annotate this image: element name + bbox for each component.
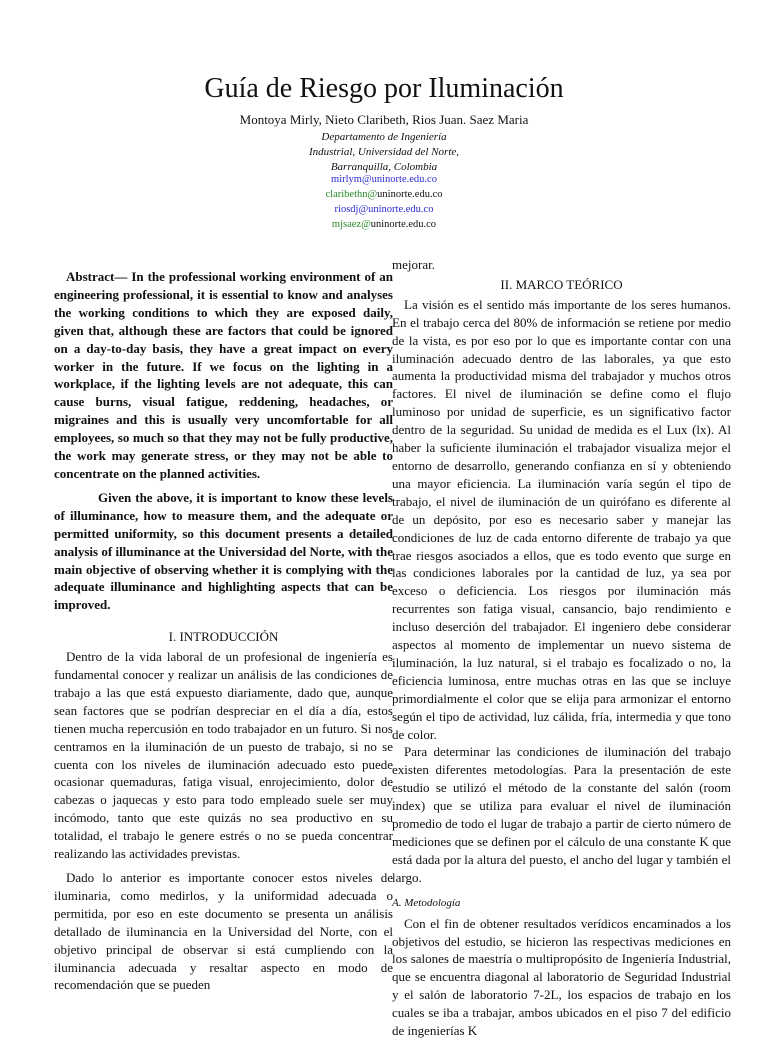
left-column	[54, 268, 393, 994]
email-line	[0, 217, 768, 232]
section-heading-marco-teorico: II. MARCO TEÓRICO	[500, 276, 623, 292]
email-line	[0, 187, 768, 202]
affiliation-line: Barranquilla, Colombia	[330, 161, 438, 173]
email-link[interactable]: mirlym@uninorte.edu.co	[331, 174, 437, 185]
paper-authors: Montoya Mirly, Nieto Claribeth, Rios Juan. Saez Maria	[239, 112, 529, 127]
abstract	[54, 268, 393, 614]
abstract-paragraph: Given the above, it is important to know these levels of illuminance, how to measure them, and the adequate or permitted uniformity, so this document presents a detailed analysis of illuminance at the Universidad del Norte, with the main objective of observing whether it is complying with the adequate illuminance and highlighting aspects that can be improved.	[54, 489, 393, 613]
body-paragraph: Con el fin de obtener resultados verídicos encaminados a los objetivos del estudio, se hicieron las respectivas mediciones en los salones de maestría o multipropósito de Ingeniería Industrial, que se encuentra diagonal al laboratorio de Seguridad Industrial y el salón de laboratorio 7-2L, los espacios de trabajo en los cuales se iba a trabajar, ambos ubicados en el piso 7 del edificio de ingenierías K	[392, 915, 731, 1039]
section-heading-introduccion: I. INTRODUCCIÓN	[168, 629, 279, 645]
email-line	[0, 202, 768, 217]
affiliation-line: Departamento de Ingeniería	[321, 131, 447, 143]
abstract-paragraph: Abstract— In the professional working environment of an engineering professional, it is essential to know and analyses the working conditions to which they are exposed daily, given that, although these are factors that could be ignored on a day-to-day basis, they have a great impact on every worker in the future. If we focus on the lighting in a workplace, if the lighting levels are not adequate, this can cause burns, visual fatigue, reddening, headaches, or migraines and this is usually very uncomfortable for all employees, so much so that they may not be fully productive, the work may generate stress, or they may not be able to concentrate on the planned activities.	[54, 269, 393, 481]
email-list	[0, 172, 768, 232]
right-column	[392, 256, 731, 1040]
body-paragraph: Para determinar las condiciones de iluminación del trabajo existen diferentes metodologías. Para la presentación de este estudio se utilizó el método de la constante del salón (room index) que se utiliza para evaluar el nivel de iluminación promedio de todo el lugar de trabajo a partir de cierto número de mediciones que se definen por el cálculo de una constante K que está dada por la altura del puesto, el ancho del lugar y también el largo.	[392, 744, 731, 885]
email-link[interactable]: riosdj@uninorte.edu.co	[334, 204, 434, 215]
affiliation	[0, 130, 768, 175]
email-line	[0, 172, 768, 187]
body-paragraph: Dado lo anterior es importante conocer estos niveles de iluminaria, como medirlos, y la uniformidad adecuada o permitida, por eso en este documento se presenta un análisis detallado de iluminancia en la Universidad del Norte, con el objetivo principal de observar si está cumpliendo con la iluminancia adecuada y resaltar aspecto en modo de recomendación que se pueden	[54, 870, 393, 993]
body-paragraph: Dentro de la vida laboral de un profesional de ingeniería es fundamental conocer y realizar un análisis de las condiciones de trabajo a las que está expuesto diariamente, dado que, aunque sean factores que se podrían despreciar en el día a día, estos tienen mucha repercusión en todo trabajador en un futuro. Si nos centramos en la iluminación de un puesto de trabajo, si no se cuenta con los niveles de iluminación adecuado esto puede ocasionar quemaduras, fatiga visual, enrojecimiento, dolor de cabezas o jaquecas y esto para todo empleado suele ser muy incómodo, tanto que este quizás no sea productivo en su totalidad, el trabajo le genere estrés o no se pueda concentrar realizando las actividades previstas.	[54, 649, 393, 862]
subsection-heading-metodologia: A. Metodología	[392, 896, 461, 909]
affiliation-line: Industrial, Universidad del Norte,	[308, 146, 460, 158]
email-domain: uninorte.edu.co	[377, 189, 443, 200]
email-domain: uninorte.edu.co	[370, 219, 437, 230]
carry-over-text: mejorar.	[392, 257, 435, 272]
body-paragraph: La visión es el sentido más importante de los seres humanos. En el trabajo cerca del 80% de información se retiene por medio de la vista, es por eso por lo que es importante contar con una iluminación adecuado dentro de las laborales, ya que esto aumenta la productividad misma del trabajador y muchos otros factores. El nivel de iluminación se define como el flujo luminoso por unidad de superficie, es un significativo factor dentro de la seguridad. Su unidad de medida es el Lux (lx). Al haber la suficiente iluminación el trabajador visualiza mejor el entorno de desarrollo, generando confianza en sí y obteniendo una mayor eficiencia. La iluminación varía según el tipo de trabajo, el nivel de iluminación de un quirófano es diferente al de un depósito, por eso es necesario saber y manejar las condiciones de luz de cada entorno diferente de trabajo ya que trae riesgos asociados a ellos, que es todo evento que surge en las condiciones laborales por la cantidad de luz, ya sea por exceso o deficiencia. Los riesgos por iluminación más recurrentes son fatiga visual, cansancio, bajo rendimiento e incluso deserción del trabajador. El ingeniero debe considerar aspectos al momento de implementar un nuevo sistema de iluminación, la luz natural, si el trabajo es focalizado o no, la eficiencia luminosa, entre muchas otras en las que se incluye primordialmente el color que se elija para armonizar el entorno según el tipo de actividad, luz cálida, fría, intermedia y que tono de color.	[392, 296, 731, 742]
email-link[interactable]: claribethn@	[325, 189, 378, 200]
paper-title: Guía de Riesgo por Iluminación	[204, 73, 564, 104]
email-link[interactable]: mjsaez@	[331, 219, 371, 230]
